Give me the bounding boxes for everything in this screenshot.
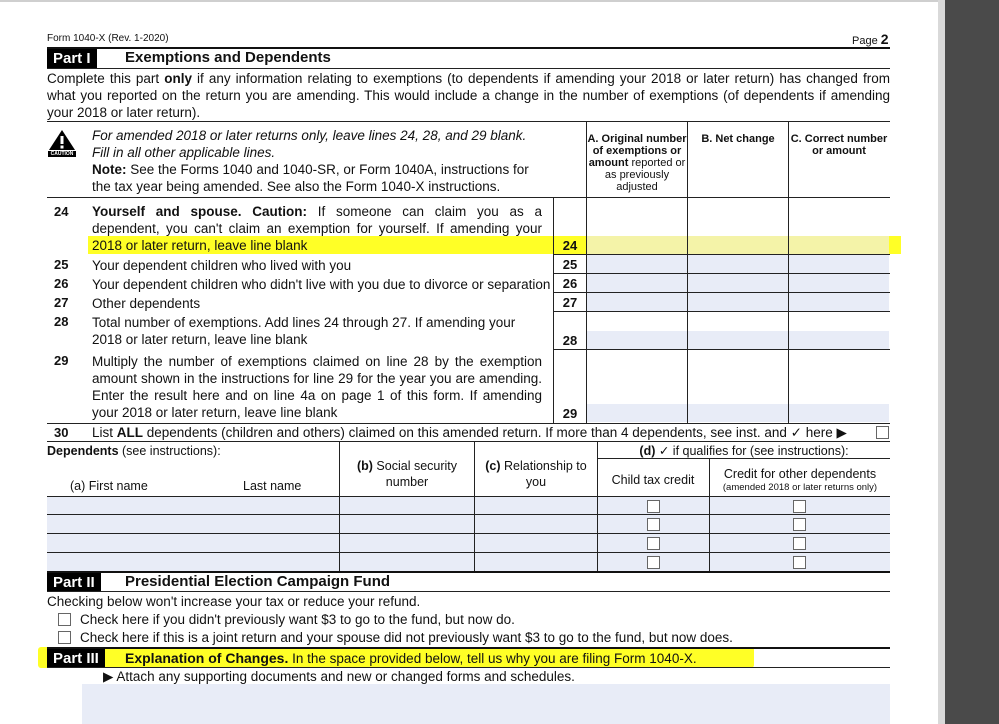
line-25-number: 25 <box>54 257 69 272</box>
part2-tag: Part II <box>47 573 101 592</box>
intro-text-a: Complete this part <box>47 71 165 86</box>
line-28-number: 28 <box>54 314 69 329</box>
line-30-b: dependents (children and others) claimed on this amended return. If more than 4 dependents, see inst. and ✓ here ▶ <box>143 425 847 440</box>
note-text <box>92 161 547 195</box>
row-rule-26 <box>553 292 890 293</box>
part1-rule <box>47 68 890 69</box>
child-credit-checkbox-3[interactable] <box>647 537 660 550</box>
field-29c[interactable] <box>789 404 889 422</box>
qual-header-rest: ✓ if qualifies for (see instructions): <box>655 444 849 458</box>
line-26-text: Your dependent children who didn't live with you due to divorce or separation <box>92 277 551 292</box>
field-26b[interactable] <box>688 274 788 292</box>
field-28c[interactable] <box>789 331 889 349</box>
part2-intro: Checking below won't increase your tax or reduce your refund. <box>47 594 421 609</box>
field-25c[interactable] <box>789 255 889 273</box>
dep-row-1[interactable] <box>47 497 890 514</box>
dependents-label <box>47 443 221 459</box>
fund-checkbox-1[interactable] <box>58 613 71 626</box>
child-credit-checkbox-1[interactable] <box>647 500 660 513</box>
page-number <box>852 31 889 47</box>
rel-header-bold: (c) <box>485 459 501 473</box>
dep-v-ssn-over <box>339 497 340 571</box>
line-26-box: 26 <box>562 276 578 291</box>
line-24-text <box>92 203 542 254</box>
qual-header-bold: (d) <box>639 444 656 458</box>
page-top-edge <box>0 0 938 2</box>
more-dependents-checkbox[interactable] <box>876 426 889 439</box>
line-25-text: Your dependent children who lived with you <box>92 258 352 273</box>
last-name-header: Last name <box>243 479 302 493</box>
row-rule-27 <box>553 311 890 312</box>
dep-v-credit-over <box>709 497 710 571</box>
field-28a[interactable] <box>587 331 687 349</box>
intro-text-b: if any information relating to exemptions (to dependents if amending your 2018 or later return) has changed from what you reported on the return you are amending. This would include a change in the number of exemptions (of dependents if amending your 2018 or later return). <box>47 71 890 120</box>
line-24-body: If someone can claim you as a dependent, you can't claim an exemption for yourself. If amending your 2018 or later return, leave line blank <box>92 204 542 253</box>
line-28-text: Total number of exemptions. Add lines 24 through 27. If amending your 2018 or later return, leave line blank <box>92 315 516 347</box>
line-28-box: 28 <box>562 333 578 348</box>
part1-tag: Part I <box>47 49 97 68</box>
first-name-header <box>70 478 148 494</box>
line-24-box: 24 <box>562 238 578 253</box>
note-body: See the Forms 1040 and 1040-SR, or Form 1040A, instructions for the tax year being amended. See also the Form 1040-X instructions. <box>92 162 529 194</box>
line-30-rule <box>47 441 890 442</box>
part2-rule <box>47 591 890 592</box>
line-26-number: 26 <box>54 276 69 291</box>
caution-label: CAUTION <box>50 151 74 157</box>
ssn-header <box>342 458 472 490</box>
page-number-value: 2 <box>880 31 889 47</box>
line-27-number: 27 <box>54 295 69 310</box>
other-credit-checkbox-4[interactable] <box>793 556 806 569</box>
part2-title: Presidential Election Campaign Fund <box>125 573 391 590</box>
row-rule-25 <box>553 273 890 274</box>
dep-row-2[interactable] <box>47 515 890 533</box>
caution-text <box>92 127 547 195</box>
line-29-box: 29 <box>562 406 578 421</box>
field-24c[interactable] <box>789 236 889 254</box>
line-30-bold: ALL <box>116 425 144 440</box>
col-a-bold: A. Original number of exemptions or amount <box>587 133 687 169</box>
row-rule-28 <box>553 349 890 350</box>
note-label: Note: <box>92 162 127 177</box>
part1-title: Exemptions and Dependents <box>125 49 331 66</box>
part3-tag: Part III <box>47 649 105 668</box>
col-c-header: C. Correct number or amount <box>790 133 888 157</box>
field-24b[interactable] <box>688 236 788 254</box>
viewer-gutter <box>945 0 999 724</box>
qual-sub-rule <box>598 458 890 459</box>
dep-row-3[interactable] <box>47 534 890 552</box>
col-a-rest: reported or as previously adjusted <box>604 157 686 193</box>
intro-rule <box>47 121 890 122</box>
fund-check-1-label: Check here if you didn't previously want $3 to go to the fund, but now do. <box>80 612 515 627</box>
line-30-number: 30 <box>54 425 69 440</box>
part1-intro <box>47 70 890 121</box>
caution-icon <box>47 128 77 158</box>
other-credit-note: (amended 2018 or later returns only) <box>722 482 878 493</box>
child-credit-checkbox-4[interactable] <box>647 556 660 569</box>
fund-check-2-label: Check here if this is a joint return and your spouse did not previously want $3 to go to the fund, but now does. <box>80 630 733 645</box>
caution-italic: For amended 2018 or later returns only, leave lines 24, 28, and 29 blank. Fill in all other applicable lines. <box>92 128 527 160</box>
child-credit-checkbox-2[interactable] <box>647 518 660 531</box>
field-25b[interactable] <box>688 255 788 273</box>
line-29-text: Multiply the number of exemptions claimed on line 28 by the exemption amount shown in the instructions for line 29 for the year you are amending. Enter the result here and on line 4a on page 1 of this form. If amending your 2018 or later return, leave line blank <box>92 354 542 420</box>
other-credit-header: Credit for other dependents <box>723 467 877 481</box>
qualifies-header <box>598 443 890 459</box>
line-27-text: Other dependents <box>92 296 201 311</box>
grid-h-head <box>47 197 890 198</box>
field-24a[interactable] <box>587 236 687 254</box>
dependents-label-rest: (see instructions): <box>118 444 221 458</box>
col-a-header <box>587 133 687 193</box>
relationship-header <box>478 458 594 490</box>
part3-title-bold: Explanation of Changes. <box>125 650 289 666</box>
other-credit-checkbox-3[interactable] <box>793 537 806 550</box>
field-26c[interactable] <box>789 274 889 292</box>
col-b-header: B. Net change <box>701 133 775 145</box>
intro-bold: only <box>164 71 192 86</box>
page-edge <box>938 0 945 724</box>
form-label: Form 1040-X (Rev. 1-2020) <box>47 33 169 44</box>
ssn-header-rest: Social security number <box>372 459 458 489</box>
row-rule-24 <box>553 254 890 255</box>
dep-v-qual-over <box>597 497 598 571</box>
field-27a[interactable] <box>587 293 687 311</box>
field-27b[interactable] <box>688 293 788 311</box>
part3-title <box>125 649 697 668</box>
line-30-a: List <box>92 425 117 440</box>
line-29-number: 29 <box>54 353 69 368</box>
line-24-bold: Yourself and spouse. Caution: <box>92 204 307 219</box>
first-name-header-text: (a) First name <box>70 479 148 493</box>
fund-checkbox-2[interactable] <box>58 631 71 644</box>
part3-attach: ▶ Attach any supporting documents and new or changed forms and schedules. <box>103 669 575 684</box>
other-credit-checkbox-2[interactable] <box>793 518 806 531</box>
line-25-box: 25 <box>562 257 578 272</box>
line-27-box: 27 <box>562 295 578 310</box>
field-28b[interactable] <box>688 331 788 349</box>
child-credit-header: Child tax credit <box>611 473 695 487</box>
page-prefix: Page <box>852 35 878 47</box>
explanation-field[interactable] <box>82 684 890 724</box>
line-24-number: 24 <box>54 204 69 219</box>
dependents-label-bold: Dependents <box>47 444 119 458</box>
line-30-text <box>92 424 882 441</box>
field-25a[interactable] <box>587 255 687 273</box>
dep-row-4[interactable] <box>47 553 890 571</box>
field-27c[interactable] <box>789 293 889 311</box>
other-credit-checkbox-1[interactable] <box>793 500 806 513</box>
field-26a[interactable] <box>587 274 687 292</box>
ssn-header-bold: (b) <box>356 459 373 473</box>
part3-title-rest: In the space provided below, tell us why you are filing Form 1040-X. <box>288 651 697 666</box>
rel-header-rest: Relationship to you <box>500 459 587 489</box>
field-29a[interactable] <box>587 404 687 422</box>
dep-v-rel-over <box>474 497 475 571</box>
field-29b[interactable] <box>688 404 788 422</box>
